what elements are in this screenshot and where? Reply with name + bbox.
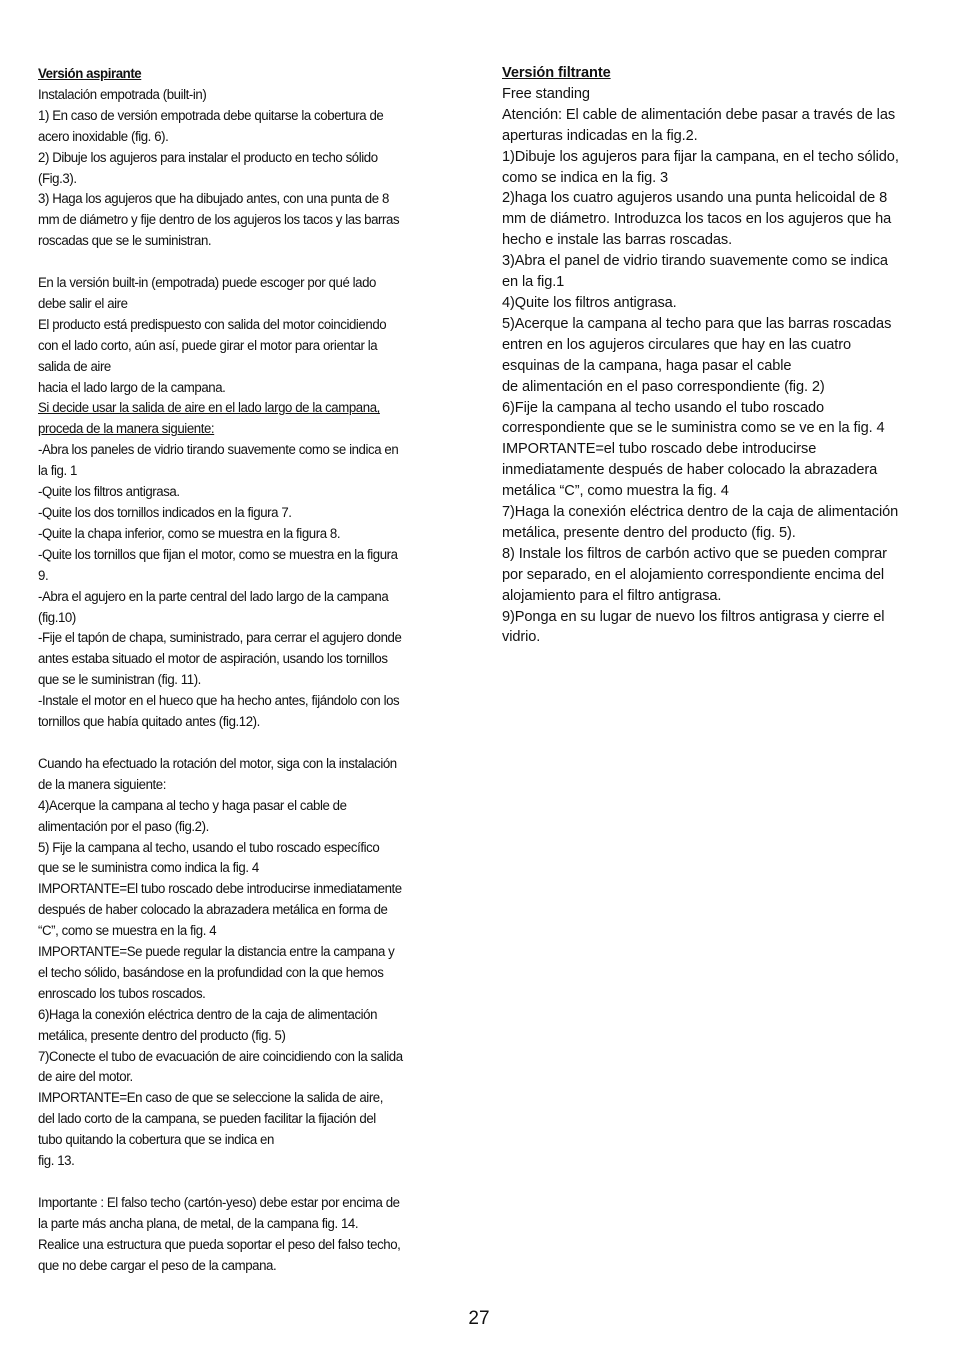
text-line: antes estaba situado el motor de aspiración, usando los tornillos <box>38 650 388 667</box>
text-line: 6)Fije la campana al techo usando el tubo roscado <box>502 399 825 416</box>
text-line: -Quite los filtros antigrasa. <box>38 483 180 500</box>
text-line: 4)Quite los filtros antigrasa. <box>502 294 677 311</box>
text-line: -Quite los dos tornillos indicados en la figura 7. <box>38 504 292 521</box>
text-line: Instalación empotrada (built-in) <box>38 85 207 102</box>
text-line: fig. 13. <box>38 1152 75 1169</box>
text-line: después de haber colocado la abrazadera metálica en forma de <box>38 901 388 918</box>
text-line: metálica, presente dentro del producto (fig. 5) <box>38 1026 286 1043</box>
text-line: metálica “C”, como muestra la fig. 4 <box>502 483 729 500</box>
text-line: IMPORTANTE=Se puede regular la distancia entre la campana y <box>38 943 395 960</box>
text-line: aperturas indicadas en la fig.2. <box>502 127 698 144</box>
text-line: proceda de la manera siguiente: <box>38 420 215 437</box>
text-line: que se le suministra como indica la fig. 4 <box>38 859 259 876</box>
text-line: alimentación por el paso (fig.2). <box>38 817 209 834</box>
section-heading: Versión aspirante <box>38 65 142 81</box>
text-line: 2)haga los cuatro agujeros usando una punta helicoidal de 8 <box>502 190 888 207</box>
text-line: tubo quitando la cobertura que se indica en <box>38 1131 274 1148</box>
text-line: -Fije el tapón de chapa, suministrado, para cerrar el agujero donde <box>38 629 402 646</box>
text-line: que no debe cargar el peso de la campana. <box>38 1256 277 1273</box>
text-line: la parte más ancha plana, de metal, de la campana fig. 14. <box>38 1214 359 1231</box>
text-line: El producto está predispuesto con salida del motor coincidiendo <box>38 315 387 332</box>
text-line: 8) Instale los filtros de carbón activo que se pueden comprar <box>502 545 887 562</box>
text-line: el techo sólido, basándose en la profundidad con la que hemos <box>38 963 384 980</box>
text-line: 2) Dibuje los agujeros para instalar el producto en techo sólido <box>38 148 378 165</box>
text-line: 3)Abra el panel de vidrio tirando suavemente como se indica <box>502 253 888 270</box>
text-line: 1)Dibuje los agujeros para fijar la campana, en el techo sólido, <box>502 148 899 165</box>
text-line: de aire del motor. <box>38 1068 133 1085</box>
text-line: -Quite los tornillos que fijan el motor, como se muestra en la figura <box>38 545 398 562</box>
text-line: por separado, en el alojamiento correspondiente encima del <box>502 566 884 583</box>
text-line: 7)Conecte el tubo de evacuación de aire coincidiendo con la salida <box>38 1047 403 1064</box>
text-line: la fig. 1 <box>38 462 77 479</box>
text-line: Atención: El cable de alimentación debe pasar a través de las <box>502 106 896 123</box>
section-heading: Versión filtrante <box>502 65 611 81</box>
text-line: 9. <box>38 566 49 583</box>
text-line: alojamiento para el filtro antigrasa. <box>502 587 722 604</box>
text-line <box>38 732 431 753</box>
text-line: 4)Acerque la campana al techo y haga pasar el cable de <box>38 796 347 813</box>
text-line: hacia el lado largo de la campana. <box>38 378 226 395</box>
left-column <box>38 63 431 1276</box>
text-line: 5)Acerque la campana al techo para que las barras roscadas <box>502 315 892 332</box>
text-line: debe salir el aire <box>38 294 128 311</box>
text-line: vidrio. <box>502 629 541 646</box>
text-line: -Abra los paneles de vidrio tirando suavemente como se indica en <box>38 441 399 458</box>
text-line <box>38 1171 431 1192</box>
text-line: (Fig.3). <box>38 169 77 186</box>
text-line: IMPORTANTE=El tubo roscado debe introducirse inmediatamente <box>38 880 402 897</box>
text-line: metálica, presente dentro del producto (fig. 5). <box>502 524 796 541</box>
text-line: mm de diámetro. Introduzca los tacos en los agujeros que ha <box>502 211 892 228</box>
text-line: 7)Haga la conexión eléctrica dentro de la caja de alimentación <box>502 504 899 521</box>
text-line: Cuando ha efectuado la rotación del motor, siga con la instalación <box>38 754 397 771</box>
text-line: Free standing <box>502 85 590 102</box>
text-line: del lado corto de la campana, se pueden facilitar la fijación del <box>38 1110 376 1127</box>
text-line: acero inoxidable (fig. 6). <box>38 127 169 144</box>
text-line: “C”, como se muestra en la fig. 4 <box>38 922 217 939</box>
text-line: Importante : El falso techo (cartón-yeso) debe estar por encima de <box>38 1193 400 1210</box>
text-line: IMPORTANTE=En caso de que se seleccione la salida de aire, <box>38 1089 384 1106</box>
text-line: -Abra el agujero en la parte central del lado largo de la campana <box>38 587 389 604</box>
text-line: (fig.10) <box>38 608 76 625</box>
text-line: entren en los agujeros circulares que hay en las cuatro <box>502 336 852 353</box>
text-line: con el lado corto, aún así, puede girar el motor para orientar la <box>38 336 378 353</box>
text-line: -Instale el motor en el hueco que ha hecho antes, fijándolo con los <box>38 692 400 709</box>
text-line: -Quite la chapa inferior, como se muestra en la figura 8. <box>38 524 341 541</box>
text-line: en la fig.1 <box>502 274 565 291</box>
text-line: 6)Haga la conexión eléctrica dentro de la caja de alimentación <box>38 1005 378 1022</box>
text-line: Si decide usar la salida de aire en el lado largo de la campana, <box>38 399 380 416</box>
text-line: de la manera siguiente: <box>38 775 167 792</box>
text-line: de alimentación en el paso correspondiente (fig. 2) <box>502 378 825 395</box>
text-line: tornillos que había quitado antes (fig.12). <box>38 713 260 730</box>
text-line: como se indica en la fig. 3 <box>502 169 669 186</box>
text-line: hecho e instale las barras roscadas. <box>502 232 733 249</box>
text-line: 5) Fije la campana al techo, usando el tubo roscado específico <box>38 838 380 855</box>
text-line: 9)Ponga en su lugar de nuevo los filtros antigrasa y cierre el <box>502 608 885 625</box>
text-line: 1) En caso de versión empotrada debe quitarse la cobertura de <box>38 106 384 123</box>
text-line <box>38 251 431 272</box>
text-line: roscadas que se le suministran. <box>38 232 212 249</box>
page-number: 27 <box>468 1308 490 1329</box>
text-line: esquinas de la campana, haga pasar el cable <box>502 357 792 374</box>
right-column <box>502 63 920 648</box>
text-line: 3) Haga los agujeros que ha dibujado antes, con una punta de 8 <box>38 190 389 207</box>
text-line: mm de diámetro y fije dentro de los agujeros los tacos y las barras <box>38 211 400 228</box>
text-line: En la versión built-in (empotrada) puede escoger por qué lado <box>38 274 377 291</box>
text-line: inmediatamente después de haber colocado la abrazadera <box>502 462 878 479</box>
text-line: que se le suministran (fig. 11). <box>38 671 201 688</box>
text-line: Realice una estructura que pueda soportar el peso del falso techo, <box>38 1235 401 1252</box>
text-line: enroscado los tubos roscados. <box>38 984 206 1001</box>
text-line: IMPORTANTE=el tubo roscado debe introducirse <box>502 441 817 458</box>
text-line: correspondiente que se le suministra como se ve en la fig. 4 <box>502 420 885 437</box>
text-line: salida de aire <box>38 357 111 374</box>
